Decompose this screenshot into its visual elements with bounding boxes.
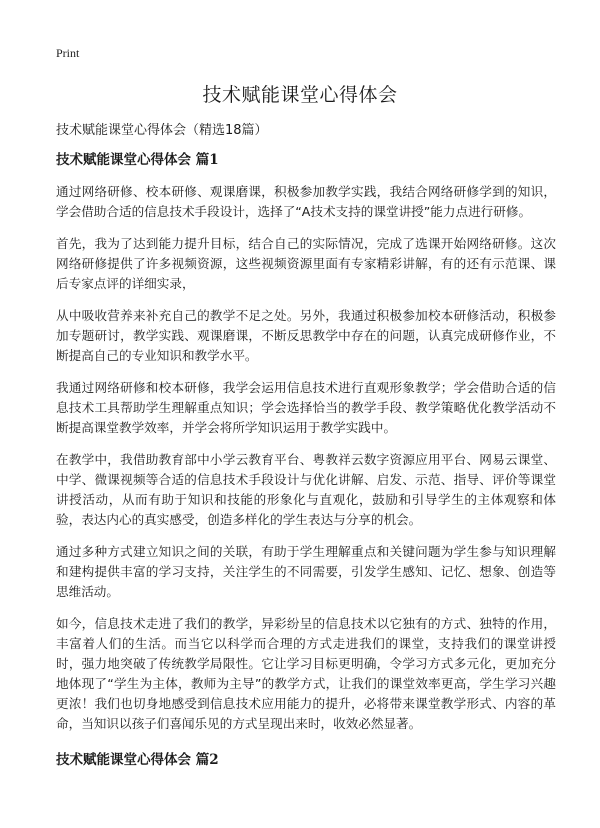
document-subtitle: 技术赋能课堂心得体会（精选18篇）	[56, 123, 268, 138]
paragraph: 通过多种方式建立知识之间的关联，有助于学生理解重点和关键问题为学生参与知识理解和建构提供丰富的学习支持，关注学生的不同需要，引发学生感知、记忆、想象、创造等思维活动。	[56, 544, 556, 599]
paragraph: 从中吸收营养来补充自己的教学不足之处。另外，我通过积极参加校本研修活动，积极参加专题研讨，教学实践、观课磨课，不断反思教学中存在的问题，认真完成研修作业，不断提高自己的专业知识和教学水平。	[56, 308, 556, 363]
section-heading: 技术赋能课堂心得体会 篇1	[56, 152, 219, 168]
paragraph: 通过网络研修、校本研修、观课磨课，积极参加教学实践，我结合网络研修学到的知识，学会借助合适的信息技术手段设计，选择了“A技术支持的课堂讲授”能力点进行研修。	[56, 184, 556, 219]
print-link[interactable]: Print	[56, 46, 80, 60]
paragraph: 在教学中，我借助教育部中小学云教育平台、粤教祥云数字资源应用平台、网易云课堂、中学、微课视频等合适的信息技术手段设计与优化讲解、启发、示范、指导、评价等课堂讲授活动，从而有助于知识和技能的形象化与直观化，鼓励和引导学生的主体观察和体验，表达内心的真实感受，创造多样化的学生表达与分享的机会。	[56, 452, 556, 527]
paragraph: 首先，我为了达到能力提升目标，结合自己的实际情况，完成了选课开始网络研修。这次网络研修提供了许多视频资源，这些视频资源里面有专家精彩讲解，有的还有示范课、课后专家点评的详细实录，	[56, 236, 556, 291]
section-heading: 技术赋能课堂心得体会 篇2	[56, 752, 219, 768]
paragraph: 我通过网络研修和校本研修，我学会运用信息技术进行直观形象教学；学会借助合适的信息技术工具帮助学生理解重点知识；学会选择恰当的教学手段、教学策略优化教学活动不断提高课堂教学效率，并学会将所学知识运用于教学实践中。	[56, 380, 556, 435]
page-title: 技术赋能课堂心得体会	[202, 84, 398, 106]
paragraph: 如今，信息技术走进了我们的教学，异彩纷呈的信息技术以它独有的方式、独特的作用，丰富着人们的生活。而当它以科学而合理的方式走进我们的课堂，支持我们的课堂讲授时，强力地突破了传统教学局限性。它让学习目标更明确，令学习方式多元化，更加充分地体现了“学生为主体，教师为主导”的教学方式，让我们的课堂效率更高，学生学习兴趣更浓！我们也切身地感受到信息技术应用能力的提升，必将带来课堂教学形式、内容的革命，当知识以孩子们喜闻乐见的方式呈现出来时，收效必然显著。	[56, 616, 556, 731]
document-body	[56, 150, 556, 782]
